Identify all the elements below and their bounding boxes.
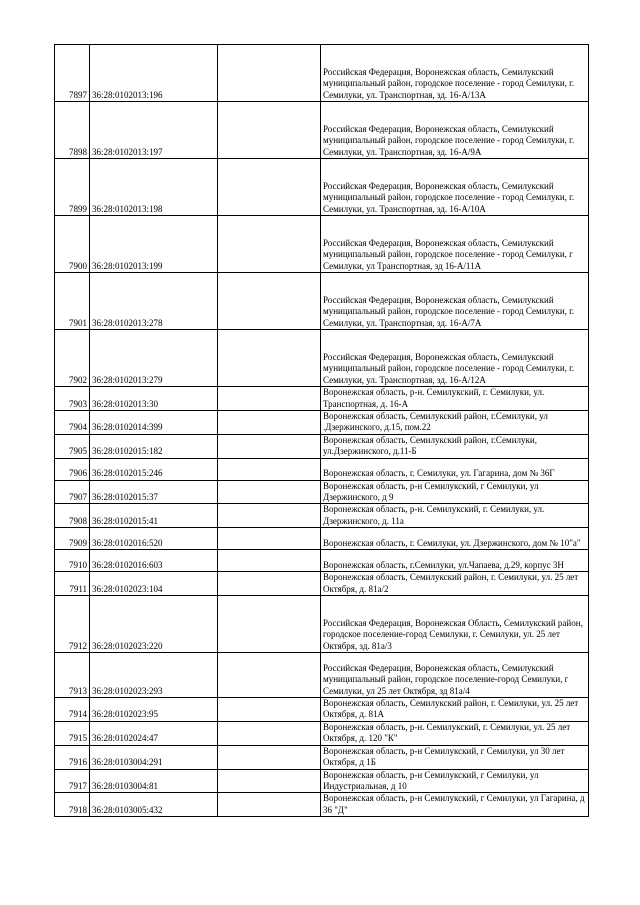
row-number-cell: 7907 — [55, 480, 90, 504]
table-row — [55, 769, 589, 793]
cadastral-number-cell: 36:28:0103004:81 — [90, 769, 218, 793]
table-row — [55, 572, 589, 596]
row-number-cell: 7905 — [55, 434, 90, 458]
address-cell: Воронежская область, Семилукский район, г. Семилуки, ул. 25 лет Октября, д. 81А — [321, 698, 589, 722]
address-cell: Воронежская область, р-н Семилукский, г Семилуки, ул Индустриальная, д 10 — [321, 769, 589, 793]
row-number-cell: 7918 — [55, 793, 90, 817]
empty-cell — [218, 550, 321, 572]
address-cell: Российская Федерация, Воронежская область, Семилукский муниципальный район, городское поселение - город Семилуки, г. Семилуки, ул. Транспортная, зд. 16-А/9А — [321, 102, 589, 159]
table-row — [55, 45, 589, 102]
address-cell: Воронежская область, р-н. Семилукский, г. Семилуки, ул. Дзержинского, д. 11а — [321, 504, 589, 528]
table-row — [55, 745, 589, 769]
row-number-cell: 7900 — [55, 216, 90, 273]
table-row — [55, 653, 589, 698]
table-row — [55, 330, 589, 387]
address-cell: Российская Федерация, Воронежская область, Семилукский муниципальный район, городское поселение - город Семилуки, г. Семилуки, ул. Транспортная, зд. 16-А/7А — [321, 273, 589, 330]
address-cell: Российская Федерация, Воронежская Область, Семилукский район, городское поселение-город Семилуки, г. Семилуки, ул. 25 лет Октября, зд. 81а/3 — [321, 596, 589, 653]
empty-cell — [218, 273, 321, 330]
table-row — [55, 480, 589, 504]
empty-cell — [218, 721, 321, 745]
row-number-cell: 7898 — [55, 102, 90, 159]
empty-cell — [218, 769, 321, 793]
registry-table — [54, 44, 589, 817]
cadastral-number-cell: 36:28:0102015:41 — [90, 504, 218, 528]
address-cell: Воронежская область, Семилукский район, г.Семилуки, ул.Дзержинского, д.11-Б — [321, 434, 589, 458]
row-number-cell: 7914 — [55, 698, 90, 722]
empty-cell — [218, 572, 321, 596]
cadastral-number-cell: 36:28:0102013:198 — [90, 159, 218, 216]
table-row — [55, 596, 589, 653]
cadastral-number-cell: 36:28:0102015:37 — [90, 480, 218, 504]
address-cell: Российская Федерация, Воронежская область, Семилукский муниципальный район, городское поселение - город Семилуки, г Семилуки, ул Транспортная, зд 16-А/11А — [321, 216, 589, 273]
cadastral-number-cell: 36:28:0102013:197 — [90, 102, 218, 159]
registry-table-body — [55, 45, 589, 817]
address-cell: Российская Федерация, Воронежская область, Семилукский муниципальный район, городское поселение - город Семилуки, г. Семилуки, ул. Транспортная, зд. 16-А/13А — [321, 45, 589, 102]
empty-cell — [218, 504, 321, 528]
row-number-cell: 7911 — [55, 572, 90, 596]
row-number-cell: 7908 — [55, 504, 90, 528]
address-cell: Российская Федерация, Воронежская область, Семилукский муниципальный район, городское поселение - город Семилуки, г. Семилуки, ул. Транспортная, зд. 16-А/12А — [321, 330, 589, 387]
empty-cell — [218, 102, 321, 159]
address-cell: Воронежская область, Семилукский район, г.Семилуки, ул .Дзержинского, д.15, пом.22 — [321, 411, 589, 435]
empty-cell — [218, 387, 321, 411]
row-number-cell: 7897 — [55, 45, 90, 102]
cadastral-number-cell: 36:28:0102023:293 — [90, 653, 218, 698]
table-row — [55, 458, 589, 480]
address-cell: Российская Федерация, Воронежская область, Семилукский муниципальный район, городское поселение - город Семилуки, г. Семилуки, ул. Транспортная, зд. 16-А/10А — [321, 159, 589, 216]
row-number-cell: 7912 — [55, 596, 90, 653]
row-number-cell: 7916 — [55, 745, 90, 769]
table-row — [55, 102, 589, 159]
address-cell: Воронежская область, р-н. Семилукский, г. Семилуки, ул. Транспортная, д. 16-А — [321, 387, 589, 411]
cadastral-number-cell: 36:28:0102013:199 — [90, 216, 218, 273]
row-number-cell: 7915 — [55, 721, 90, 745]
empty-cell — [218, 653, 321, 698]
address-cell: Воронежская область, г. Семилуки, ул. Дзержинского, дом № 10"а" — [321, 528, 589, 550]
cadastral-number-cell: 36:28:0102016:520 — [90, 528, 218, 550]
address-cell: Воронежская область, р-н. Семилукский, г. Семилуки, ул. 25 лет Октября, д. 120 "К" — [321, 721, 589, 745]
cadastral-number-cell: 36:28:0103005:432 — [90, 793, 218, 817]
address-cell: Воронежская область, г.Семилуки, ул.Чапаева, д.29, корпус 3Н — [321, 550, 589, 572]
cadastral-number-cell: 36:28:0102023:104 — [90, 572, 218, 596]
cadastral-number-cell: 36:28:0102013:196 — [90, 45, 218, 102]
cadastral-number-cell: 36:28:0102015:246 — [90, 458, 218, 480]
table-row — [55, 411, 589, 435]
table-row — [55, 273, 589, 330]
empty-cell — [218, 216, 321, 273]
empty-cell — [218, 698, 321, 722]
row-number-cell: 7904 — [55, 411, 90, 435]
empty-cell — [218, 458, 321, 480]
empty-cell — [218, 434, 321, 458]
cadastral-number-cell: 36:28:0102016:603 — [90, 550, 218, 572]
cadastral-number-cell: 36:28:0102014:399 — [90, 411, 218, 435]
row-number-cell: 7903 — [55, 387, 90, 411]
row-number-cell: 7913 — [55, 653, 90, 698]
empty-cell — [218, 330, 321, 387]
empty-cell — [218, 528, 321, 550]
table-row — [55, 528, 589, 550]
table-row — [55, 159, 589, 216]
cadastral-number-cell: 36:28:0102023:95 — [90, 698, 218, 722]
table-row — [55, 387, 589, 411]
empty-cell — [218, 159, 321, 216]
table-row — [55, 504, 589, 528]
address-cell: Воронежская область, г. Семилуки, ул. Гагарина, дом № 36Г — [321, 458, 589, 480]
address-cell: Российская Федерация, Воронежская область, Семилукский муниципальный район, городское поселение-город Семилуки, г Семилуки, ул 25 лет Октября, зд 81а/4 — [321, 653, 589, 698]
empty-cell — [218, 745, 321, 769]
address-cell: Воронежская область, р-н Семилукский, г Семилуки, ул Дзержинского, д 9 — [321, 480, 589, 504]
table-row — [55, 434, 589, 458]
empty-cell — [218, 45, 321, 102]
row-number-cell: 7909 — [55, 528, 90, 550]
row-number-cell: 7910 — [55, 550, 90, 572]
row-number-cell: 7901 — [55, 273, 90, 330]
row-number-cell: 7902 — [55, 330, 90, 387]
cadastral-number-cell: 36:28:0103004:291 — [90, 745, 218, 769]
empty-cell — [218, 411, 321, 435]
cadastral-number-cell: 36:28:0102013:279 — [90, 330, 218, 387]
cadastral-number-cell: 36:28:0102024:47 — [90, 721, 218, 745]
table-row — [55, 721, 589, 745]
cadastral-number-cell: 36:28:0102015:182 — [90, 434, 218, 458]
row-number-cell: 7899 — [55, 159, 90, 216]
table-row — [55, 698, 589, 722]
address-cell: Воронежская область, р-н Семилукский, г Семилуки, ул Гагарина, д 36 "Д" — [321, 793, 589, 817]
table-row — [55, 550, 589, 572]
empty-cell — [218, 480, 321, 504]
empty-cell — [218, 596, 321, 653]
row-number-cell: 7917 — [55, 769, 90, 793]
cadastral-number-cell: 36:28:0102013:278 — [90, 273, 218, 330]
cadastral-number-cell: 36:28:0102013:30 — [90, 387, 218, 411]
empty-cell — [218, 793, 321, 817]
table-row — [55, 793, 589, 817]
address-cell: Воронежская область, р-н Семилукский, г Семилуки, ул 30 лет Октября, д 1Б — [321, 745, 589, 769]
row-number-cell: 7906 — [55, 458, 90, 480]
cadastral-number-cell: 36:28:0102023:220 — [90, 596, 218, 653]
table-row — [55, 216, 589, 273]
address-cell: Воронежская область, Семилукский район, г. Семилуки, ул. 25 лет Октября, д. 81а/2 — [321, 572, 589, 596]
